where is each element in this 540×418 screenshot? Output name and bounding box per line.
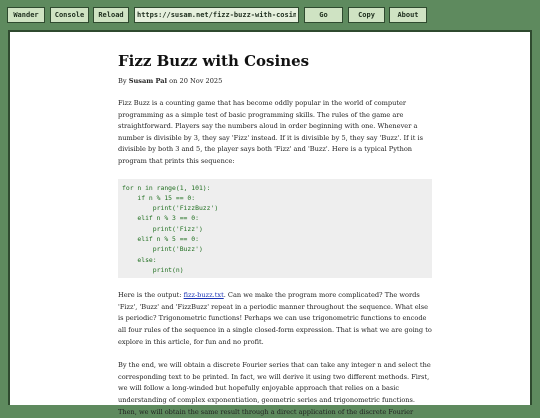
byline-on: on [169,77,178,85]
byline [118,77,432,86]
output-lead-text: Here is the output: [118,291,182,300]
wander-button[interactable]: Wander [7,7,45,23]
browser-toolbar [0,0,540,30]
page-title: Fizz Buzz with Cosines [118,52,310,70]
url-input[interactable] [134,7,299,23]
author-name: Susam Pal [128,77,168,85]
page-viewport[interactable] [8,30,532,416]
code-block: for n in range(1, 101): if n % 15 == 0: print('FizzBuzz') elif n % 3 == 0: print('Fizz') elif n % 5 == 0: print('Buzz') else: print(n) [118,179,432,279]
about-button[interactable]: About [389,7,427,23]
console-button[interactable]: Console [50,7,89,23]
intro-paragraph: Fizz Buzz is a counting game that has become oddly popular in the world of computer programming as a simple test of basic programming skills. The rules of the game are straightforward. Players say the numbers aloud in order beginning with one. Whenever a number is divisible by 3, they say 'Fizz' instead. If it is divisible by 5, they say 'Buzz'. If it is divisible by both 3 and 5, the player says both 'Fizz' and 'Buzz'. Here is a typical Python program that prints this sequence: [118,99,423,165]
closing-paragraph: By the end, we will obtain a discrete Fourier series that can take any integer n and select the corresponding text to be printed. In fact, we will derive it using two different methods. First, we will follow a long-winded but hopefully enjoyable approach that relies on a basic understanding of complex exponentiation, geometric series and trigonometric functions. Then, we will obtain the same result through a direct application of the discrete Fourier [118,361,431,416]
publish-date: 20 Nov 2025 [179,77,223,85]
output-paragraph [118,290,432,348]
article [118,52,432,418]
output-rest-text: . Can we make the program more complicated? The words 'Fizz', 'Buzz' and 'FizzBuzz' repeat in a periodic manner throughout the sequence. What else is periodic? Trigonometric functions! Perhaps we can use trigonometric functions to encode all four rules of the sequence in a single closed-form expression. That is what we are going to explore in this article, for fun and no profit. [118,291,432,346]
reload-button[interactable]: Reload [93,7,129,23]
copy-button[interactable]: Copy [348,7,385,23]
go-button[interactable]: Go [304,7,343,23]
byline-by: By [118,77,127,85]
fizz-buzz-txt-link[interactable]: fizz-buzz.txt [183,291,224,300]
